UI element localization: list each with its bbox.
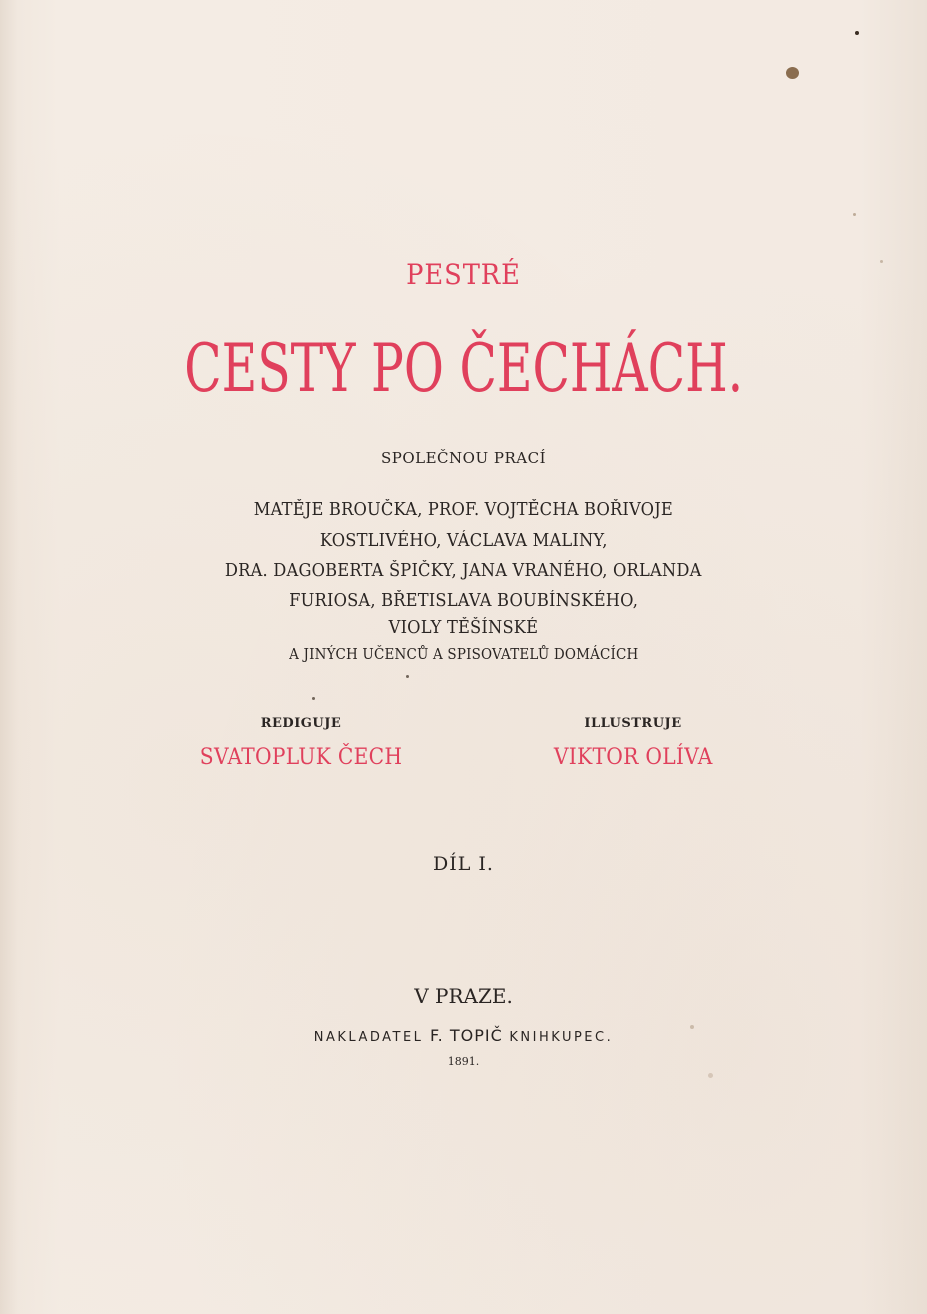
author-line-text: FURIOSA, BŘETISLAVA BOUBÍNSKÉHO, bbox=[289, 591, 638, 611]
editor-name bbox=[151, 745, 451, 770]
editor-credit bbox=[151, 716, 451, 770]
illustrator-name-text: VIKTOR OLÍVA bbox=[553, 745, 713, 770]
author-line bbox=[0, 531, 927, 551]
paper-speck bbox=[855, 31, 859, 35]
author-line-text: MATĚJE BROUČKA, PROF. VOJTĚCHA BOŘIVOJE bbox=[253, 500, 674, 520]
publication-year: 1891. bbox=[447, 1055, 480, 1068]
illustrator-name bbox=[483, 745, 783, 770]
publisher-line bbox=[0, 1026, 927, 1045]
main-title bbox=[0, 330, 927, 407]
author-line-text: KOSTLIVÉHO, VÁCLAVA MALINY, bbox=[319, 531, 608, 551]
author-line bbox=[0, 591, 927, 611]
volume-label: DÍL I. bbox=[433, 853, 494, 875]
paper-speck bbox=[853, 213, 856, 216]
byline: SPOLEČNOU PRACÍ bbox=[380, 449, 546, 467]
publisher-suffix: KNIHKUPEC. bbox=[509, 1030, 614, 1045]
illustrator-credit bbox=[483, 716, 783, 770]
author-line bbox=[0, 500, 927, 520]
author-line-text: VIOLY TĚŠÍNSKÉ bbox=[388, 618, 539, 638]
author-line bbox=[0, 561, 927, 581]
publisher-name: F. TOPIČ bbox=[430, 1026, 503, 1045]
author-line bbox=[0, 647, 927, 663]
place-of-publication: V PRAZE. bbox=[414, 984, 513, 1008]
publisher-prefix: NAKLADATEL bbox=[313, 1030, 424, 1045]
author-line-text: DRA. DAGOBERTA ŠPIČKY, JANA VRANÉHO, ORLANDA bbox=[225, 561, 702, 581]
author-line-text: A JINÝCH UČENCŮ A SPISOVATELŮ DOMÁCÍCH bbox=[288, 647, 639, 663]
illustrator-role: ILLUSTRUJE bbox=[584, 716, 682, 731]
pre-title: PESTRÉ bbox=[406, 258, 521, 291]
paper-stain bbox=[786, 67, 799, 79]
paper-speck bbox=[708, 1073, 713, 1078]
editor-name-text: SVATOPLUK ČECH bbox=[199, 745, 403, 770]
author-line bbox=[0, 618, 927, 638]
paper-speck bbox=[312, 697, 315, 700]
editor-role: REDIGUJE bbox=[260, 716, 342, 731]
paper-speck bbox=[406, 675, 409, 678]
main-title-text: CESTY PO ČECHÁCH. bbox=[183, 330, 743, 407]
